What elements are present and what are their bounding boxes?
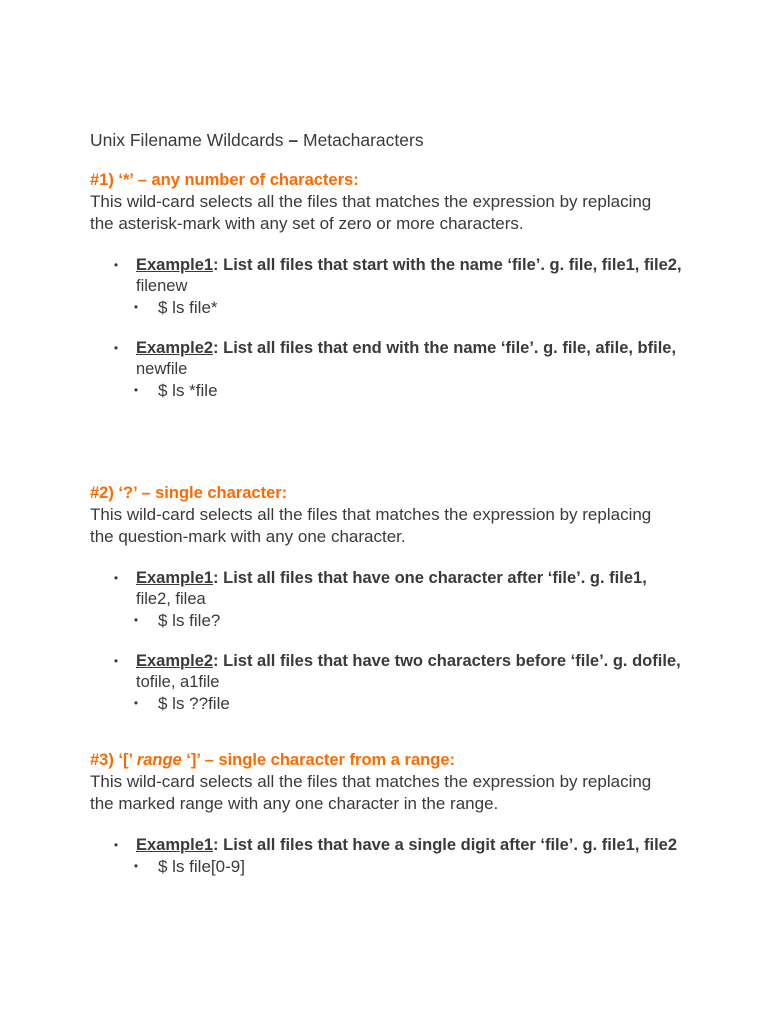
command-example xyxy=(133,693,750,714)
example-label: Example1 xyxy=(136,256,214,274)
bullet-marker: • xyxy=(113,258,119,272)
section-asterisk xyxy=(90,169,750,400)
example-item xyxy=(90,568,750,631)
bullet-marker: • xyxy=(133,383,139,397)
example-colon: : xyxy=(213,836,219,854)
section-question-mark xyxy=(90,482,750,713)
command-text: $ ls file[0-9] xyxy=(158,857,245,876)
description-line: the marked range with any one character in the range. xyxy=(90,794,499,813)
example-text xyxy=(136,568,696,610)
example-text xyxy=(136,338,696,380)
example-text xyxy=(136,255,696,297)
command-example xyxy=(133,380,750,401)
section-description xyxy=(90,504,750,548)
example-item xyxy=(90,255,750,318)
heading-suffix: ‘]’ – single character from a range: xyxy=(181,751,455,769)
title-text-part2: Metacharacters xyxy=(298,130,424,150)
command-text: $ ls file* xyxy=(158,298,218,317)
example-description: List all files that have a single digit after ‘file’. g. file1, file2 xyxy=(218,836,678,854)
command-example xyxy=(133,856,750,877)
section-heading xyxy=(90,749,750,771)
example-text xyxy=(136,835,696,856)
example-description: List all files that end with the name ‘file’. g. file, afile, bfile, xyxy=(218,339,677,357)
example-item xyxy=(90,835,750,877)
example-label: Example2 xyxy=(136,652,214,670)
section-description xyxy=(90,771,750,815)
title-dash: – xyxy=(288,130,299,150)
bullet-marker: • xyxy=(113,838,119,852)
bullet-marker: • xyxy=(113,571,119,585)
bullet-marker: • xyxy=(113,654,119,668)
description-line: This wild-card selects all the files that matches the expression by replacing xyxy=(90,192,652,211)
section-description xyxy=(90,191,750,235)
command-text: $ ls file? xyxy=(158,611,221,630)
example-label: Example1 xyxy=(136,836,214,854)
page-title xyxy=(90,129,424,151)
bullet-marker: • xyxy=(133,696,139,710)
example-label: Example1 xyxy=(136,569,214,587)
example-description: List all files that have two characters before ‘file’. g. dofile, xyxy=(218,652,681,670)
command-example xyxy=(133,297,750,318)
section-heading: #1) ‘*’ – any number of characters: xyxy=(90,171,359,189)
command-example xyxy=(133,610,750,631)
description-line: the question-mark with any one character. xyxy=(90,527,406,546)
bullet-marker: • xyxy=(113,341,119,355)
example-colon: : xyxy=(213,569,219,587)
description-line: the asterisk-mark with any set of zero or more characters. xyxy=(90,214,524,233)
section-range xyxy=(90,749,750,876)
example-colon: : xyxy=(213,652,219,670)
example-description-continued: tofile, a1file xyxy=(136,673,220,691)
example-description: List all files that have one character after ‘file’. g. file1, xyxy=(218,569,647,587)
example-text xyxy=(136,651,696,693)
description-line: This wild-card selects all the files that matches the expression by replacing xyxy=(90,505,652,524)
description-line: This wild-card selects all the files that matches the expression by replacing xyxy=(90,772,652,791)
bullet-marker: • xyxy=(133,300,139,314)
example-description-continued: newfile xyxy=(136,360,188,378)
example-label: Example2 xyxy=(136,339,214,357)
example-item xyxy=(90,651,750,714)
heading-range-word: range xyxy=(136,751,182,769)
command-text: $ ls *file xyxy=(158,381,218,400)
example-colon: : xyxy=(213,339,219,357)
command-text: $ ls ??file xyxy=(158,694,230,713)
bullet-marker: • xyxy=(133,613,139,627)
example-colon: : xyxy=(213,256,219,274)
example-item xyxy=(90,338,750,401)
example-description-continued: file2, filea xyxy=(136,590,206,608)
example-description-continued: filenew xyxy=(136,277,188,295)
bullet-marker: • xyxy=(133,859,139,873)
title-text-part1: Unix Filename Wildcards xyxy=(90,130,289,150)
section-heading: #2) ‘?’ – single character: xyxy=(90,484,288,502)
example-description: List all files that start with the name ‘file’. g. file, file1, file2, xyxy=(218,256,682,274)
heading-prefix: #3) ‘[’ xyxy=(90,751,137,769)
